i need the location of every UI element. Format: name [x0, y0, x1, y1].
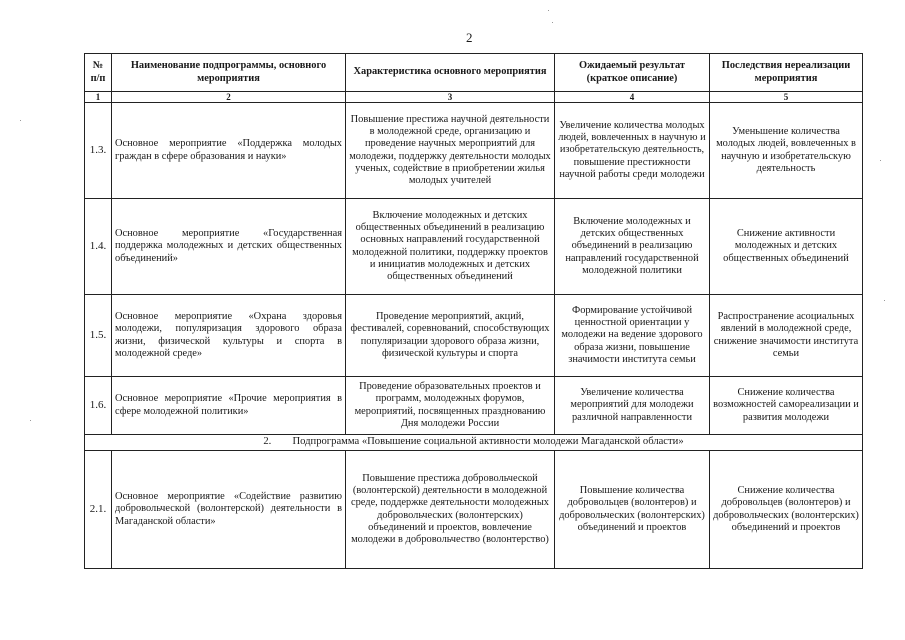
column-index: 2	[112, 92, 346, 103]
measure-characteristic: Проведение мероприятий, акций, фестивалей, соревнований, способствующих популяризации здорового образа жизни, физической культуры и спорта	[346, 295, 555, 377]
row-number: 1.4.	[85, 199, 112, 295]
measure-characteristic: Повышение престижа добровольческой (волонтерской) деятельности в молодежной среде, поддержке деятельности молодежных добровольческих (волонтерских) объединений и проектов, вовлечение молодежи в добровольчество (волонтерство)	[346, 451, 555, 569]
page-number: 2	[466, 30, 473, 45]
expected-result: Увеличение количества мероприятий для молодежи различной направленности	[555, 377, 710, 435]
column-index: 1	[85, 92, 112, 103]
measure-characteristic: Проведение образовательных проектов и программ, молодежных форумов, мероприятий, посвященных празднованию Дня молодежи России	[346, 377, 555, 435]
measure-characteristic: Повышение престижа научной деятельности в молодежной среде, организацию и проведение научных мероприятий для молодежи, поддержку деятельности молодых ученых, содействие в приобретении жилья молодых учителей	[346, 103, 555, 199]
table-row	[85, 451, 863, 569]
non-implementation-consequence: Снижение количества возможностей самореализации и развития молодежи	[710, 377, 863, 435]
scan-speck	[552, 22, 553, 23]
measure-name: Основное мероприятие «Государственная поддержка молодежных и детских общественных объединений»	[112, 199, 346, 295]
header-row	[85, 54, 863, 92]
header-result: Ожидаемый результат (краткое описание)	[555, 54, 710, 92]
scan-speck	[30, 420, 31, 421]
row-number: 1.5.	[85, 295, 112, 377]
scan-speck	[548, 10, 549, 11]
subprogram-row	[85, 435, 863, 451]
scan-speck	[20, 120, 21, 121]
column-index: 3	[346, 92, 555, 103]
column-index-row	[85, 92, 863, 103]
table-row	[85, 295, 863, 377]
header-characteristic: Характеристика основного мероприятия	[346, 54, 555, 92]
non-implementation-consequence: Снижение количества добровольцев (волонтеров) и добровольческих (волонтерских) объединений и проектов	[710, 451, 863, 569]
non-implementation-consequence: Снижение активности молодежных и детских общественных объединений	[710, 199, 863, 295]
table-row	[85, 103, 863, 199]
expected-result: Увеличение количества молодых людей, вовлеченных в научную и изобретательскую деятельность, повышение престижности научной работы среди молодежи	[555, 103, 710, 199]
measure-characteristic: Включение молодежных и детских общественных объединений в реализацию основных направлений государственной молодежной политики, поддержку проектов и инициатив молодежных и детских общественных объединений	[346, 199, 555, 295]
scan-speck	[884, 300, 885, 301]
column-index: 5	[710, 92, 863, 103]
row-number: 2.1.	[85, 451, 112, 569]
measure-name: Основное мероприятие «Содействие развитию добровольческой (волонтерской) деятельности в Магаданской области»	[112, 451, 346, 569]
scan-speck	[880, 160, 881, 161]
subprogram-heading	[85, 435, 863, 451]
measure-name: Основное мероприятие «Поддержка молодых граждан в сфере образования и науки»	[112, 103, 346, 199]
non-implementation-consequence: Уменьшение количества молодых людей, вовлеченных в научную и изобретательскую деятельность	[710, 103, 863, 199]
measures-table-container	[84, 53, 862, 578]
table-row	[85, 199, 863, 295]
header-number: № п/п	[85, 54, 112, 92]
measure-name: Основное мероприятие «Прочие мероприятия в сфере молодежной политики»	[112, 377, 346, 435]
subprogram-title: Подпрограмма «Повышение социальной активности молодежи Магаданской области»	[292, 436, 684, 448]
header-consequence: Последствия нереализации мероприятия	[710, 54, 863, 92]
column-index: 4	[555, 92, 710, 103]
row-number: 1.6.	[85, 377, 112, 435]
measure-name: Основное мероприятие «Охрана здоровья молодежи, популяризация здорового образа жизни, физической культуры и спорта в молодежной среде»	[112, 295, 346, 377]
non-implementation-consequence: Распространение асоциальных явлений в молодежной среде, снижение значимости института семьи	[710, 295, 863, 377]
measures-table	[84, 53, 863, 569]
table-row	[85, 377, 863, 435]
expected-result: Повышение количества добровольцев (волонтеров) и добровольческих (волонтерских) объединений и проектов	[555, 451, 710, 569]
row-number: 1.3.	[85, 103, 112, 199]
header-name: Наименование подпрограммы, основного мероприятия	[112, 54, 346, 92]
expected-result: Включение молодежных и детских общественных объединений в реализацию направлений государственной молодежной политики	[555, 199, 710, 295]
subprogram-number: 2.	[263, 436, 272, 448]
expected-result: Формирование устойчивой ценностной ориентации у молодежи на ведение здорового образа жизни, повышение значимости института семьи	[555, 295, 710, 377]
